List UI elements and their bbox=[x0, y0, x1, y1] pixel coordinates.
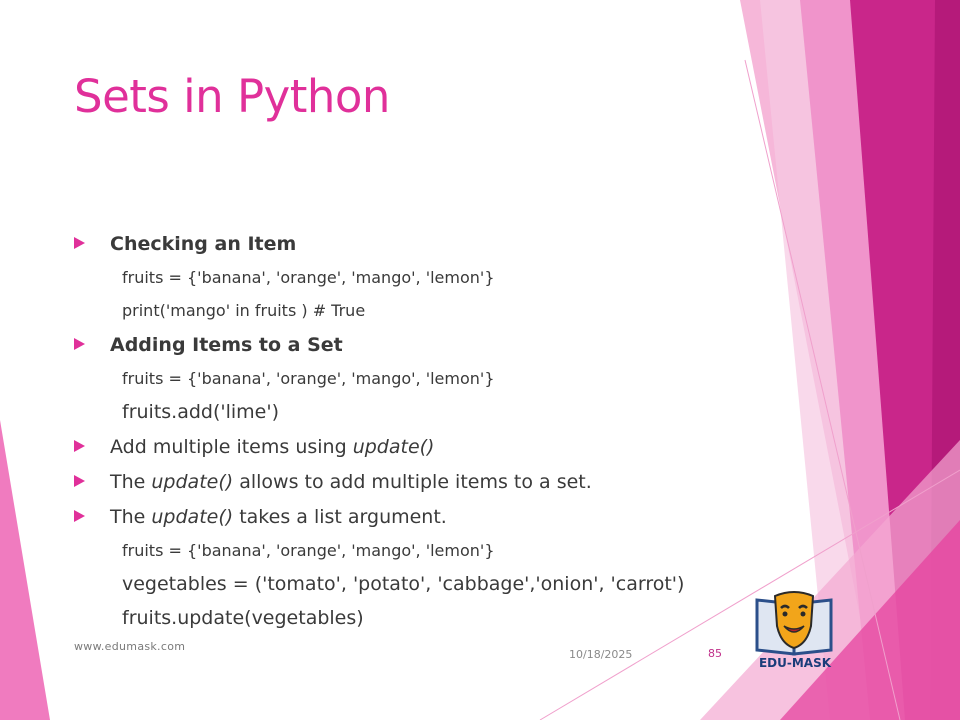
bullet-text-emphasis: update() bbox=[352, 435, 435, 458]
bullet-update-allows bbox=[74, 464, 734, 499]
triangle-bullet-icon bbox=[74, 510, 85, 522]
triangle-bullet-icon bbox=[74, 440, 85, 452]
bullet-text-emphasis: update() bbox=[151, 470, 234, 493]
footer-url: www.edumask.com bbox=[74, 640, 186, 653]
code-line: fruits.add('lime') bbox=[122, 401, 280, 423]
bullet-text-part: The bbox=[110, 505, 152, 528]
bullet-text bbox=[110, 471, 592, 493]
slide-content bbox=[74, 226, 734, 635]
code-line: fruits.update(vegetables) bbox=[122, 607, 364, 629]
bullet-text bbox=[110, 506, 447, 528]
logo-text: EDU-MASK bbox=[758, 656, 832, 670]
code-line: fruits = {'banana', 'orange', 'mango', 'lemon'} bbox=[122, 541, 495, 560]
bullet-add-multiple bbox=[74, 429, 734, 464]
bullet-text-part: takes a list argument. bbox=[233, 505, 447, 528]
triangle-bullet-icon bbox=[74, 237, 85, 249]
bullet-text-part: The bbox=[110, 470, 152, 493]
bullet-text bbox=[110, 436, 434, 458]
code-line: vegetables = ('tomato', 'potato', 'cabbage','onion', 'carrot') bbox=[122, 573, 685, 595]
code-line: print('mango' in fruits ) # True bbox=[122, 301, 366, 320]
left-pink-wedge bbox=[0, 420, 50, 720]
code-line: fruits = {'banana', 'orange', 'mango', 'lemon'} bbox=[122, 369, 495, 388]
bullet-text: Adding Items to a Set bbox=[110, 333, 343, 356]
footer-date: 10/18/2025 bbox=[569, 648, 633, 661]
triangle-bullet-icon bbox=[74, 338, 85, 350]
code-line: fruits = {'banana', 'orange', 'mango', 'lemon'} bbox=[122, 268, 495, 287]
bullet-text: Checking an Item bbox=[110, 232, 297, 255]
bullet-text-part: Add multiple items using bbox=[110, 435, 353, 458]
bullet-update-takes bbox=[74, 499, 734, 534]
page-number: 85 bbox=[708, 647, 722, 660]
bullet-checking-item bbox=[74, 226, 734, 261]
bullet-text-part: allows to add multiple items to a set. bbox=[233, 470, 592, 493]
bullet-adding-items bbox=[74, 327, 734, 362]
bullet-text-emphasis: update() bbox=[151, 505, 234, 528]
slide-title: Sets in Python bbox=[74, 70, 390, 123]
triangle-bullet-icon bbox=[74, 475, 85, 487]
